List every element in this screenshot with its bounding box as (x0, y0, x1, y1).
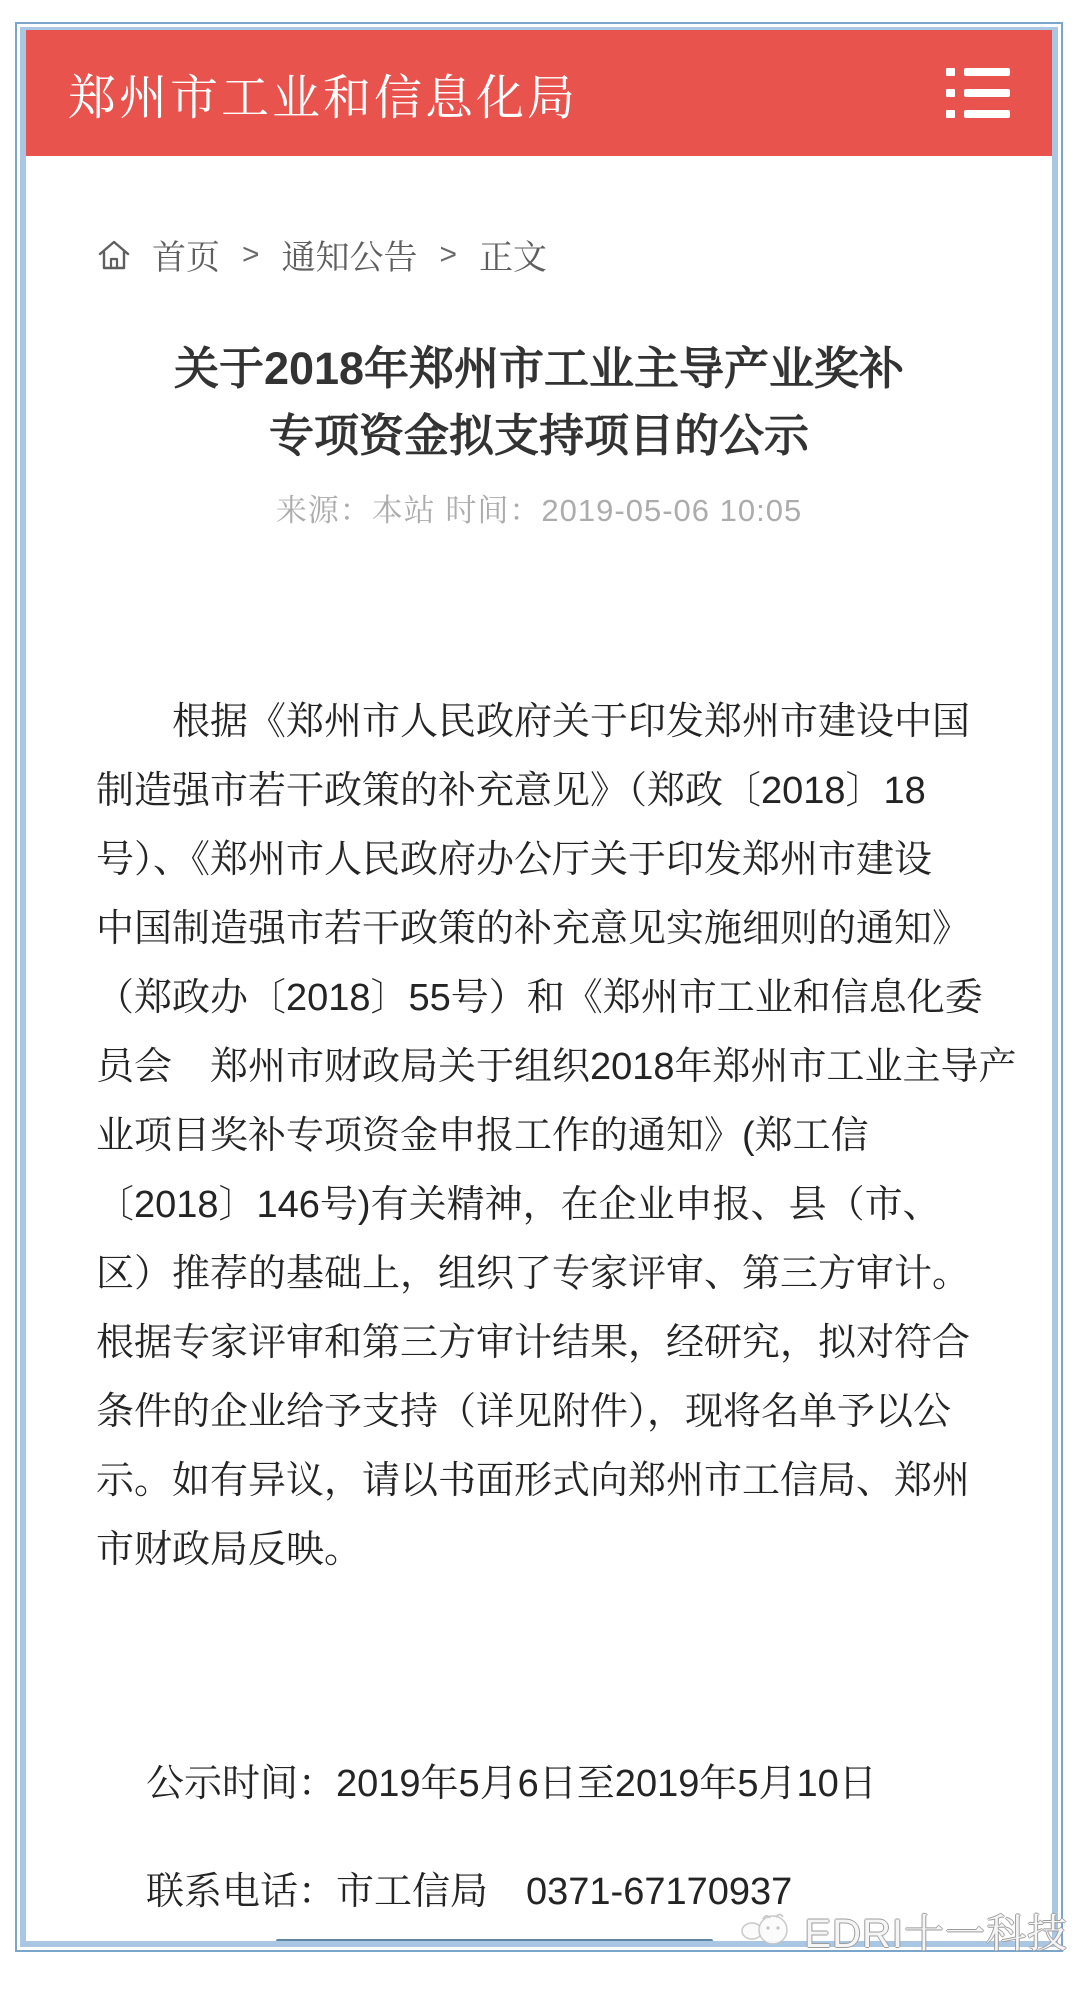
body-line: 业项目奖补专项资金申报工作的通知》(郑工信 (96, 1115, 869, 1157)
notice-time: 公示时间：2019年5月6日至2019年5月10日 (146, 1763, 877, 1805)
menu-bar (964, 110, 1010, 118)
breadcrumb-separator: > (242, 237, 260, 271)
site-title: 郑州市工业和信息化局 (68, 71, 579, 125)
article (26, 335, 1052, 1919)
page-frame (15, 22, 1063, 1952)
body-line: 制造强市若干政策的补充意见》（郑政〔2018〕18 (96, 770, 926, 812)
breadcrumb-item-home[interactable]: 首页 (152, 239, 220, 277)
breadcrumb (96, 230, 1052, 279)
body-line: 〔2018〕146号)有关精神，在企业申报、县（市、 (96, 1184, 941, 1226)
app-header (26, 30, 1052, 156)
body-line: （郑政办〔2018〕55号）和《郑州市工业和信息化委 (96, 977, 983, 1019)
article-title-line: 关于2018年郑州市工业主导产业奖补 (173, 343, 905, 394)
body-line: 根据《郑州市人民政府关于印发郑州市建设中国 (172, 701, 971, 743)
breadcrumb-item-notices[interactable]: 通知公告 (281, 239, 418, 277)
body-line: 中国制造强市若干政策的补充意见实施细则的通知》 (96, 908, 971, 950)
home-icon[interactable] (96, 237, 132, 273)
mascot-logo-icon (740, 1905, 796, 1956)
horizontal-scrollbar-thumb[interactable] (276, 1939, 713, 1947)
contact-phone: 联系电话：市工信局 0371-67170937 (146, 1871, 793, 1913)
article-title (66, 335, 1012, 469)
body-line: 条件的企业给予支持（详见附件），现将名单予以公 (96, 1391, 952, 1433)
body-line: 示。如有异议，请以书面形式向郑州市工信局、郑州 (96, 1460, 971, 1502)
body-line: 员会 郑州市财政局关于组织2018年郑州市工业主导产 (96, 1046, 1017, 1088)
article-title-line: 专项资金拟支持项目的公示 (268, 410, 809, 461)
watermark (740, 1902, 1068, 1959)
menu-dot (946, 68, 955, 76)
content-frame (20, 27, 1058, 1947)
body-line: 市财政局反映。 (96, 1529, 363, 1571)
menu-bar (964, 89, 1010, 97)
menu-dot (946, 110, 955, 118)
article-meta: 来源：本站 时间：2019-05-06 10:05 (275, 493, 803, 528)
menu-bar (964, 68, 1010, 76)
watermark-label: EDRI十一科技 (804, 1912, 1068, 1956)
body-line: 根据专家评审和第三方审计结果，经研究，拟对符合 (96, 1322, 971, 1364)
menu-dot (946, 89, 955, 97)
breadcrumb-item-current: 正文 (479, 239, 548, 277)
breadcrumb-separator: > (439, 237, 458, 271)
article-body (96, 688, 1017, 1585)
hamburger-menu-icon[interactable] (946, 68, 1010, 118)
body-line: 区）推荐的基础上，组织了专家评审、第三方审计。 (96, 1253, 971, 1295)
body-line: 号）、《郑州市人民政府办公厅关于印发郑州市建设 (96, 839, 933, 881)
